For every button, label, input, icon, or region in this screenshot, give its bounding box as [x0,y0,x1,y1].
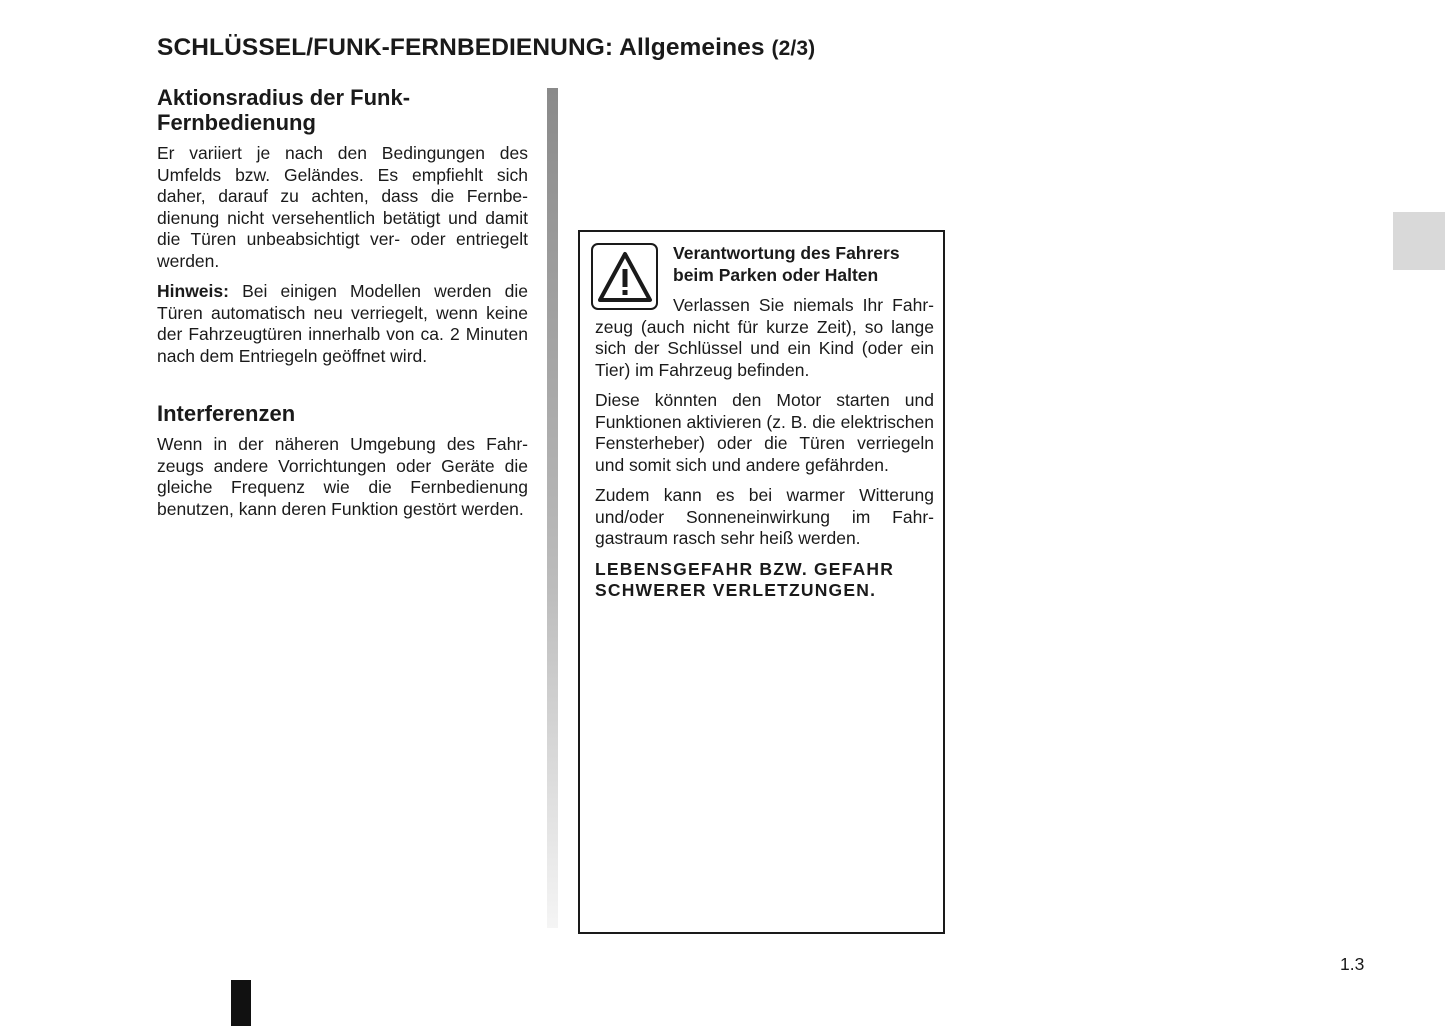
warning-paragraph-1: Verlassen Sie niemals Ihr Fahrzeug (auch nicht für kurze Zeit), so lange sich der Schlüssel und ein Kind (oder ein Tier) im Fahrzeug befinden. [595,295,934,380]
left-column [157,85,528,529]
page-title [157,34,815,62]
warning-paragraph-2: Diese könnten den Motor starten und Funktionen aktivieren (z. B. die elektrischen Fensterheber) oder die Türen verriegeln und somit sich und andere gefährden. [595,390,934,475]
page-pager: (2/3) [771,37,816,60]
section-heading-interference: Interferenzen [157,401,296,426]
note-label: Hinweis: [157,281,229,301]
warning-content [595,243,934,611]
warning-title: Verantwortung des Fahrers beim Parken oder Halten [673,243,900,285]
note-paragraph [157,281,528,367]
range-paragraph: Er variiert je nach den Bedingungen des Umfelds bzw. Geländes. Es empfiehlt sich daher, darauf zu achten, dass die Fernbedienung nicht versehentlich betätigt und damit die Türen unbeabsichtigt ver- oder entriegelt werden. [157,143,528,271]
note-text: Bei einigen Modellen werden die Türen automatisch neu verriegelt, wenn keine der Fahrzeugtüren innerhalb von ca. 2 Minuten nach dem Entriegeln geöffnet wird. [157,281,528,366]
page-number: 1.3 [1340,954,1365,974]
danger-notice: LEBENSGEFAHR BZW. GEFAHR SCHWERER VERLETZUNGEN. [595,558,895,600]
chapter-tab [1393,212,1445,270]
bottom-marker [231,980,251,1026]
warning-paragraph-3: Zudem kann es bei warmer Witterung und/oder Sonneneinwirkung im Fahrgastraum rasch sehr heiß werden. [595,485,934,548]
warning-box [578,230,945,934]
interference-paragraph: Wenn in der näheren Umgebung des Fahrzeugs andere Vorrichtungen oder Geräte die gleiche Frequenz wie die Fernbedienung benutzen, kann deren Funktion gestört werden. [157,434,528,519]
page-title-text: SCHLÜSSEL/FUNK-FERNBEDIENUNG: Allgemeines [157,34,765,61]
column-divider [547,88,558,928]
section-heading-range: Aktionsradius der Funk-Fernbedienung [157,85,411,135]
